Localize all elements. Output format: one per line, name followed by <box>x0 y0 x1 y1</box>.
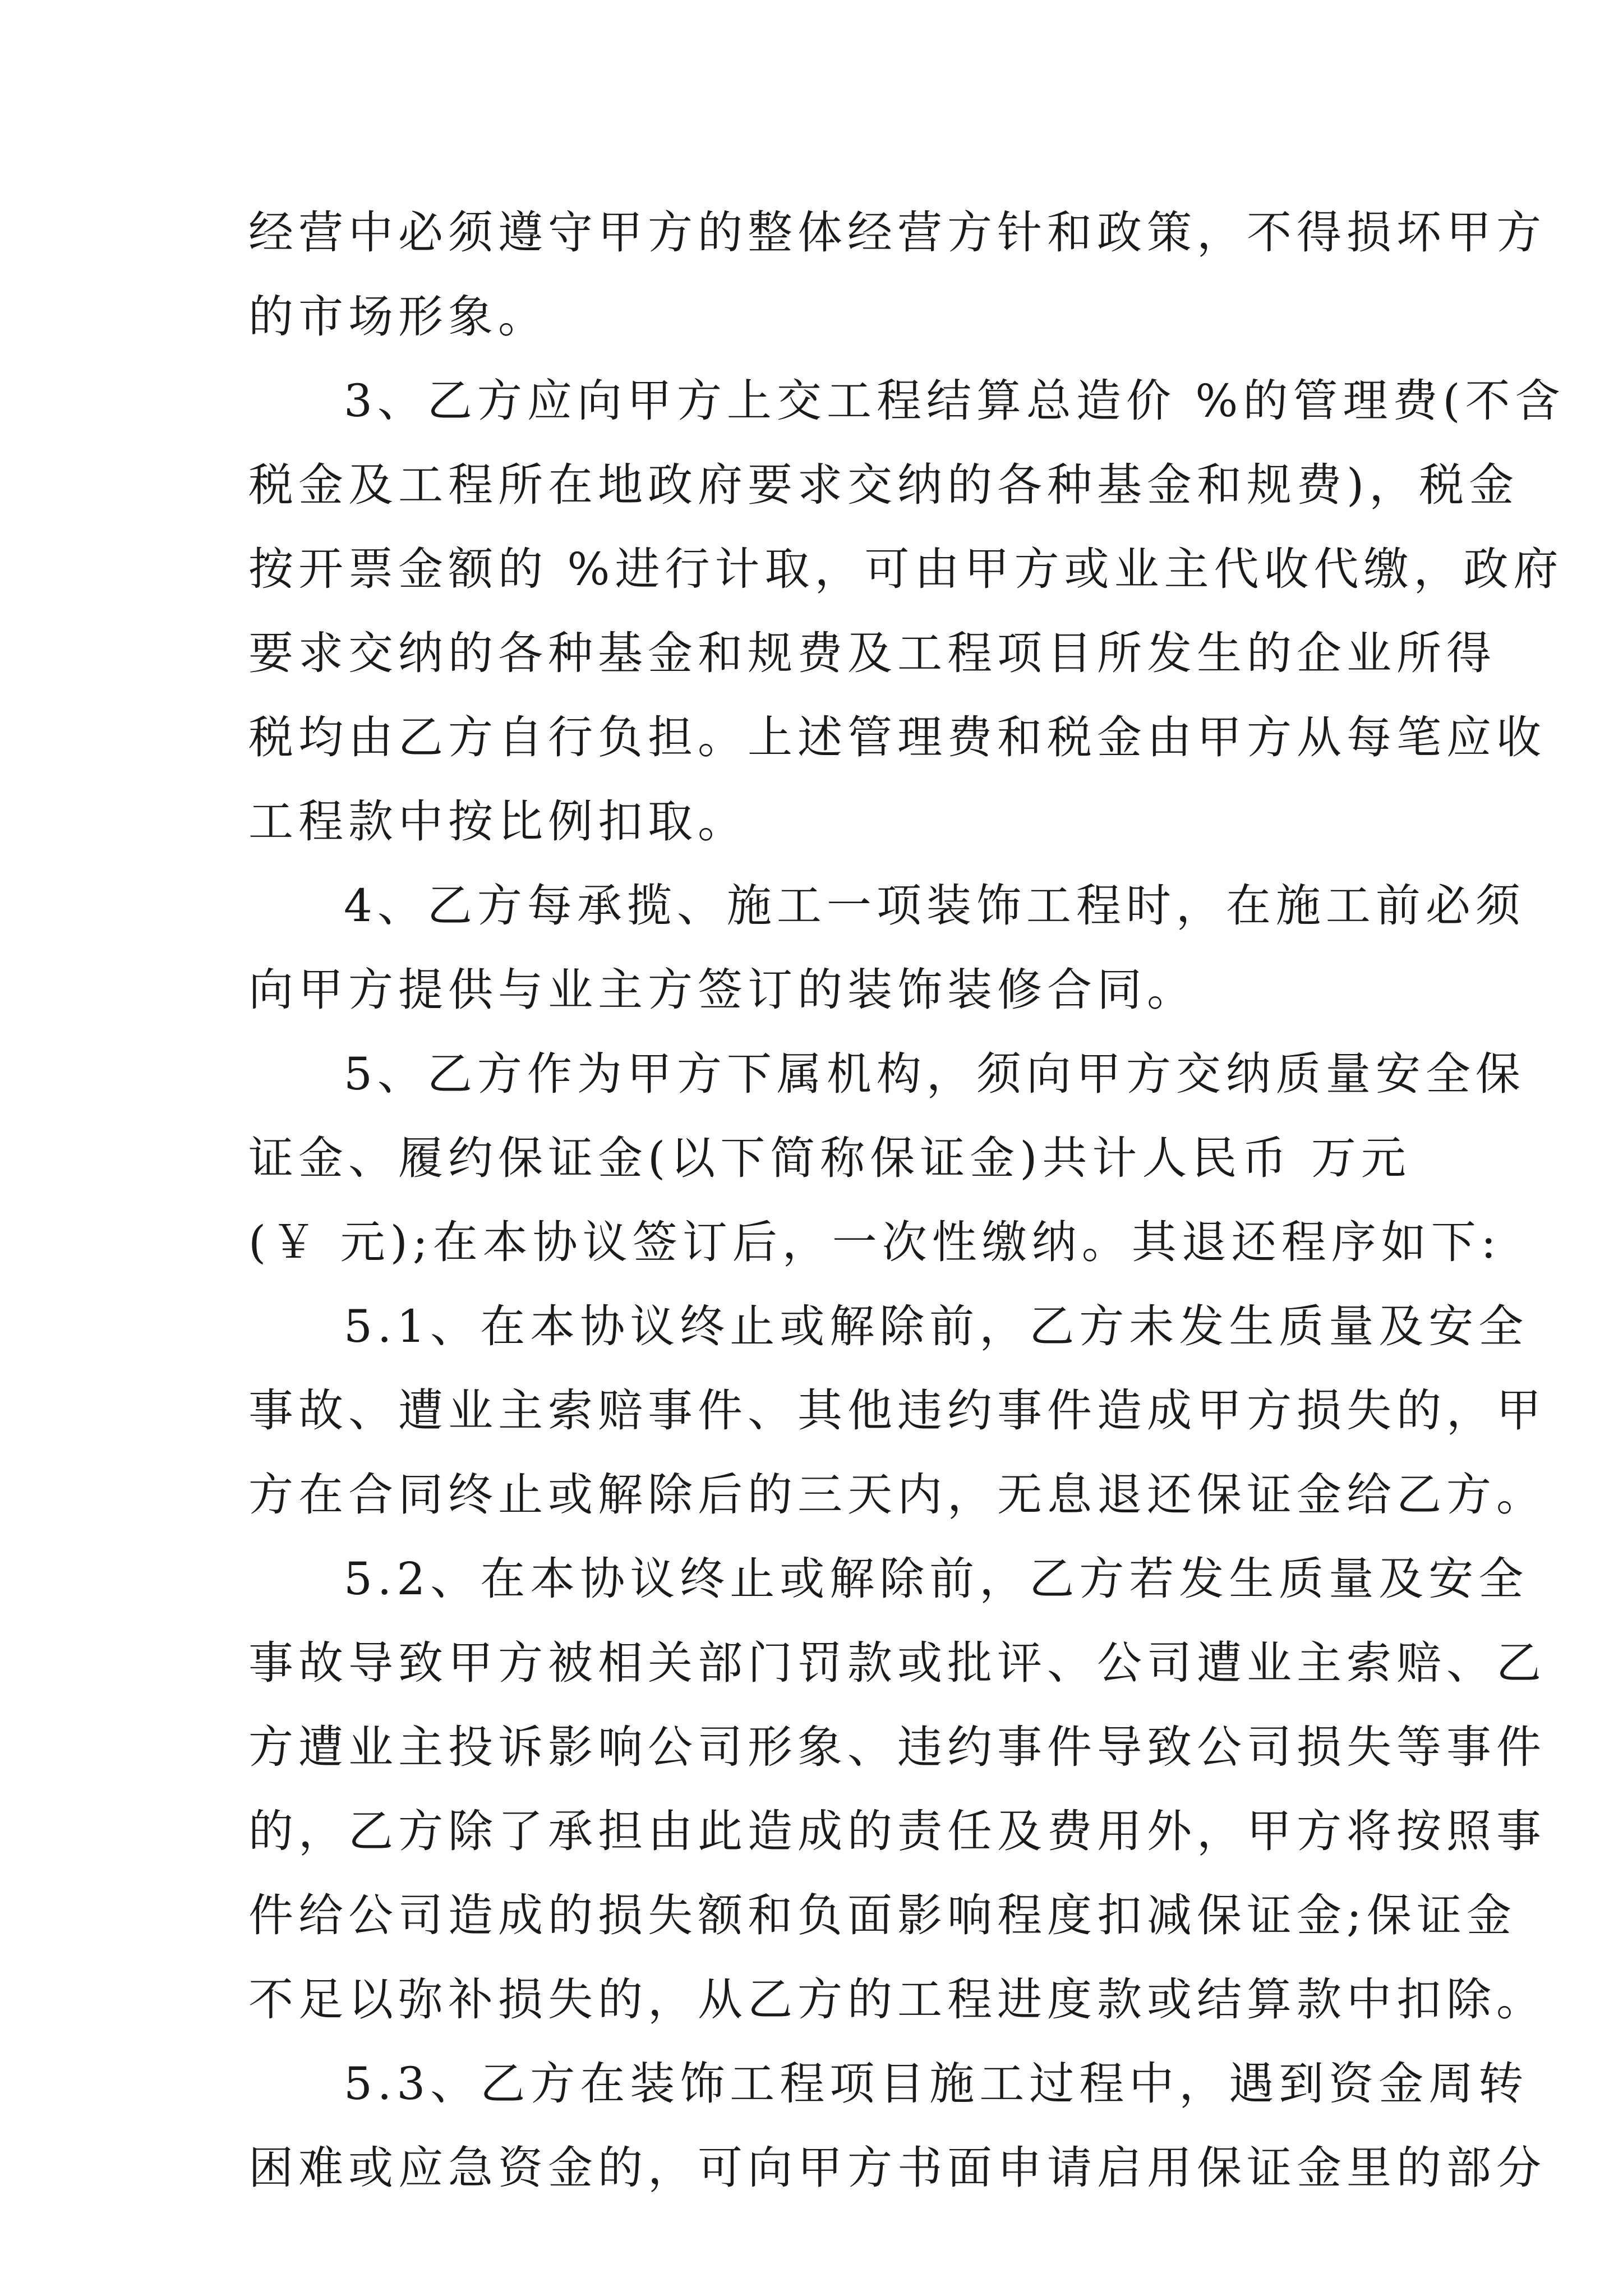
clause-5-2-line: 5.2、在本协议终止或解除前，乙方若发生质量及安全 <box>344 1553 1529 1605</box>
clause-5-line: 5、乙方作为甲方下属机构，须向甲方交纳质量安全保 <box>344 1048 1525 1100</box>
text-line: 事故、遭业主索赔事件、其他违约事件造成甲方损失的，甲 <box>248 1384 1546 1437</box>
text-line: 困难或应急资金的，可向甲方书面申请启用保证金里的部分 <box>248 2142 1546 2194</box>
text-line: 件给公司造成的损失额和负面影响程度扣减保证金;保证金 <box>248 1889 1516 1941</box>
text-line: (￥ 元);在本协议签订后，一次性缴纳。其退还程序如下: <box>248 1216 1501 1268</box>
text-line: 按开票金额的 %进行计取，可由甲方或业主代收代缴，政府 <box>248 543 1564 595</box>
document-body <box>248 191 1565 2210</box>
clause-5-3-line: 5.3、乙方在装饰工程项目施工过程中，遇到资金周转 <box>344 2058 1529 2110</box>
text-line: 方遭业主投诉影响公司形象、违约事件导致公司损失等事件 <box>248 1721 1546 1773</box>
text-line: 证金、履约保证金(以下简称保证金)共计人民币 万元 <box>248 1132 1411 1184</box>
text-line: 不足以弥补损失的，从乙方的工程进度款或结算款中扣除。 <box>248 1973 1546 2026</box>
text-line: 向甲方提供与业主方签订的装饰装修合同。 <box>248 964 1197 1016</box>
text-line: 事故导致甲方被相关部门罚款或批评、公司遭业主索赔、乙 <box>248 1637 1546 1689</box>
text-line: 工程款中按比例扣取。 <box>248 795 748 848</box>
text-line: 税金及工程所在地政府要求交纳的各种基金和规费)，税金 <box>248 459 1519 511</box>
text-line: 的市场形象。 <box>248 291 548 343</box>
clause-4-line: 4、乙方每承揽、施工一项装饰工程时，在施工前必须 <box>344 880 1525 932</box>
text-line: 税均由乙方自行负担。上述管理费和税金由甲方从每笔应收 <box>248 711 1546 763</box>
clause-5-1-line: 5.1、在本协议终止或解除前，乙方未发生质量及安全 <box>344 1300 1529 1352</box>
text-line: 要求交纳的各种基金和规费及工程项目所发生的企业所得 <box>248 627 1496 679</box>
text-line: 经营中必须遵守甲方的整体经营方针和政策，不得损坏甲方 <box>248 206 1546 259</box>
clause-3-line: 3、乙方应向甲方上交工程结算总造价 %的管理费(不含 <box>344 375 1565 427</box>
text-line: 的，乙方除了承担由此造成的责任及费用外，甲方将按照事 <box>248 1805 1546 1857</box>
text-line: 方在合同终止或解除后的三天内，无息退还保证金给乙方。 <box>248 1469 1546 1521</box>
